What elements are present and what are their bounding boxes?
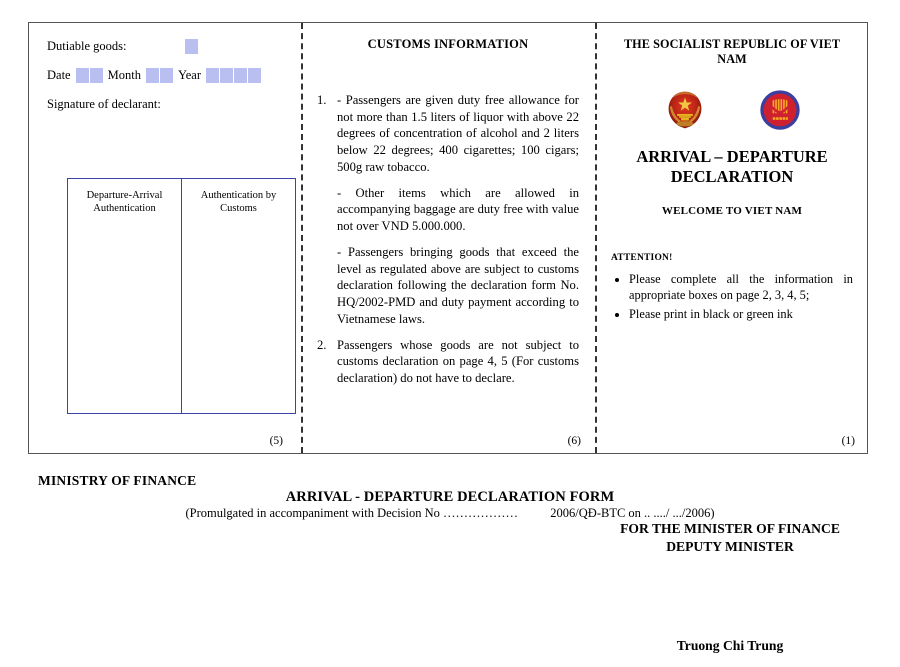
promulgated-suffix: 2006/QĐ-BTC on .. ..../ .../2006) <box>550 506 715 520</box>
date-label: Date <box>47 68 71 82</box>
dutiable-goods-checkbox[interactable] <box>185 39 198 54</box>
date-year-cell-4[interactable] <box>248 68 261 83</box>
declaration-main-title <box>611 147 853 187</box>
page-number-1: (1) <box>841 435 855 447</box>
departure-arrival-authentication-cell[interactable] <box>68 179 182 413</box>
promulgated-line <box>0 506 900 521</box>
signature-of-declarant-label: Signature of declarant: <box>47 97 161 111</box>
date-month-cell-1[interactable] <box>146 68 160 83</box>
authentication-by-customs-label: Authentication by Customs <box>200 190 277 215</box>
date-year-cell-3[interactable] <box>234 68 248 83</box>
signing-authority-block <box>560 520 900 555</box>
page-number-6: (6) <box>567 435 581 447</box>
signing-authority-line-2: DEPUTY MINISTER <box>666 538 794 554</box>
attention-item-1: • Please complete all the information in appropriate boxes on page 2, 3, 4, 5; <box>629 271 853 303</box>
customs-clause-1-paragraph-1: - Passengers are given duty free allowance for not more than 1.5 liters of liquor with above 22 degrees of concentration of alcohol and 2 liters below 22 degrees; 400 cigarettes; 100 cigars; 500g raw tobacco. <box>337 93 579 174</box>
dutiable-goods-row <box>47 39 283 54</box>
attention-label: ATTENTION! <box>611 253 673 264</box>
customs-information-heading: CUSTOMS INFORMATION <box>367 37 529 51</box>
attention-item-list <box>611 271 853 321</box>
declaration-main-title-line-2: DECLARATION <box>670 167 794 187</box>
date-month-cell-2[interactable] <box>160 68 173 83</box>
customs-clause-1 <box>317 92 579 328</box>
declaration-form-card <box>28 22 868 454</box>
year-label: Year <box>177 68 201 82</box>
date-year-input[interactable] <box>206 68 261 83</box>
date-day-cell-2[interactable] <box>90 68 103 83</box>
declaration-main-title-line-1: ARRIVAL – DEPARTURE <box>636 147 828 166</box>
authentication-box <box>67 178 296 414</box>
date-day-input[interactable] <box>76 68 103 83</box>
page-number-5: (5) <box>269 435 283 447</box>
date-row <box>47 68 283 83</box>
departure-arrival-authentication-label: Departure-Arrival Authentication <box>86 190 163 215</box>
attention-item-2: • Please print in black or green ink <box>629 306 853 322</box>
signer-name: Truong Chi Trung <box>676 638 784 653</box>
customs-clause-list <box>317 92 579 387</box>
customs-clause-1-paragraph-2: - Other items which are allowed in accompanying baggage are duty free with value not over VND 5.000.000. <box>337 185 579 234</box>
customs-clause-1-body <box>337 92 579 328</box>
customs-clause-1-paragraph-3: - Passengers bringing goods that exceed the level as regulated above are subject to customs declaration following the declaration form No. HQ/2002-PMD and duty payment according to Vietnamese laws. <box>337 244 579 326</box>
date-month-input[interactable] <box>146 68 173 83</box>
date-day-cell-1[interactable] <box>76 68 90 83</box>
country-title: THE SOCIALIST REPUBLIC OF VIET NAM <box>623 37 841 66</box>
date-year-cell-2[interactable] <box>220 68 234 83</box>
month-label: Month <box>107 68 141 82</box>
asean-emblem-icon <box>759 89 801 131</box>
authentication-by-customs-cell[interactable] <box>182 179 295 413</box>
form-title: ARRIVAL - DEPARTURE DECLARATION FORM <box>285 489 615 505</box>
customs-clause-2-body <box>337 337 579 387</box>
welcome-text: WELCOME TO VIET NAM <box>661 205 803 218</box>
customs-information-page <box>301 23 595 453</box>
customs-clause-2-paragraph-1: Passengers whose goods are not subject to customs declaration on page 4, 5 (For customs declaration) do not have to declare. <box>337 337 579 386</box>
customs-clause-2 <box>317 337 579 387</box>
cover-page <box>595 23 869 453</box>
customs-clause-2-number: 2. <box>317 337 327 352</box>
date-year-cell-1[interactable] <box>206 68 220 83</box>
customs-clause-1-number: 1. <box>317 93 327 107</box>
ministry-of-finance-label: MINISTRY OF FINANCE <box>38 473 197 488</box>
vietnam-national-emblem-icon <box>664 89 706 131</box>
dutiable-goods-label: Dutiable goods: <box>47 39 127 53</box>
promulgated-prefix: (Promulgated in accompaniment with Decision No ……………… <box>185 506 519 520</box>
emblem-row <box>637 89 827 131</box>
signing-authority-line-1: FOR THE MINISTER OF FINANCE <box>620 521 840 536</box>
